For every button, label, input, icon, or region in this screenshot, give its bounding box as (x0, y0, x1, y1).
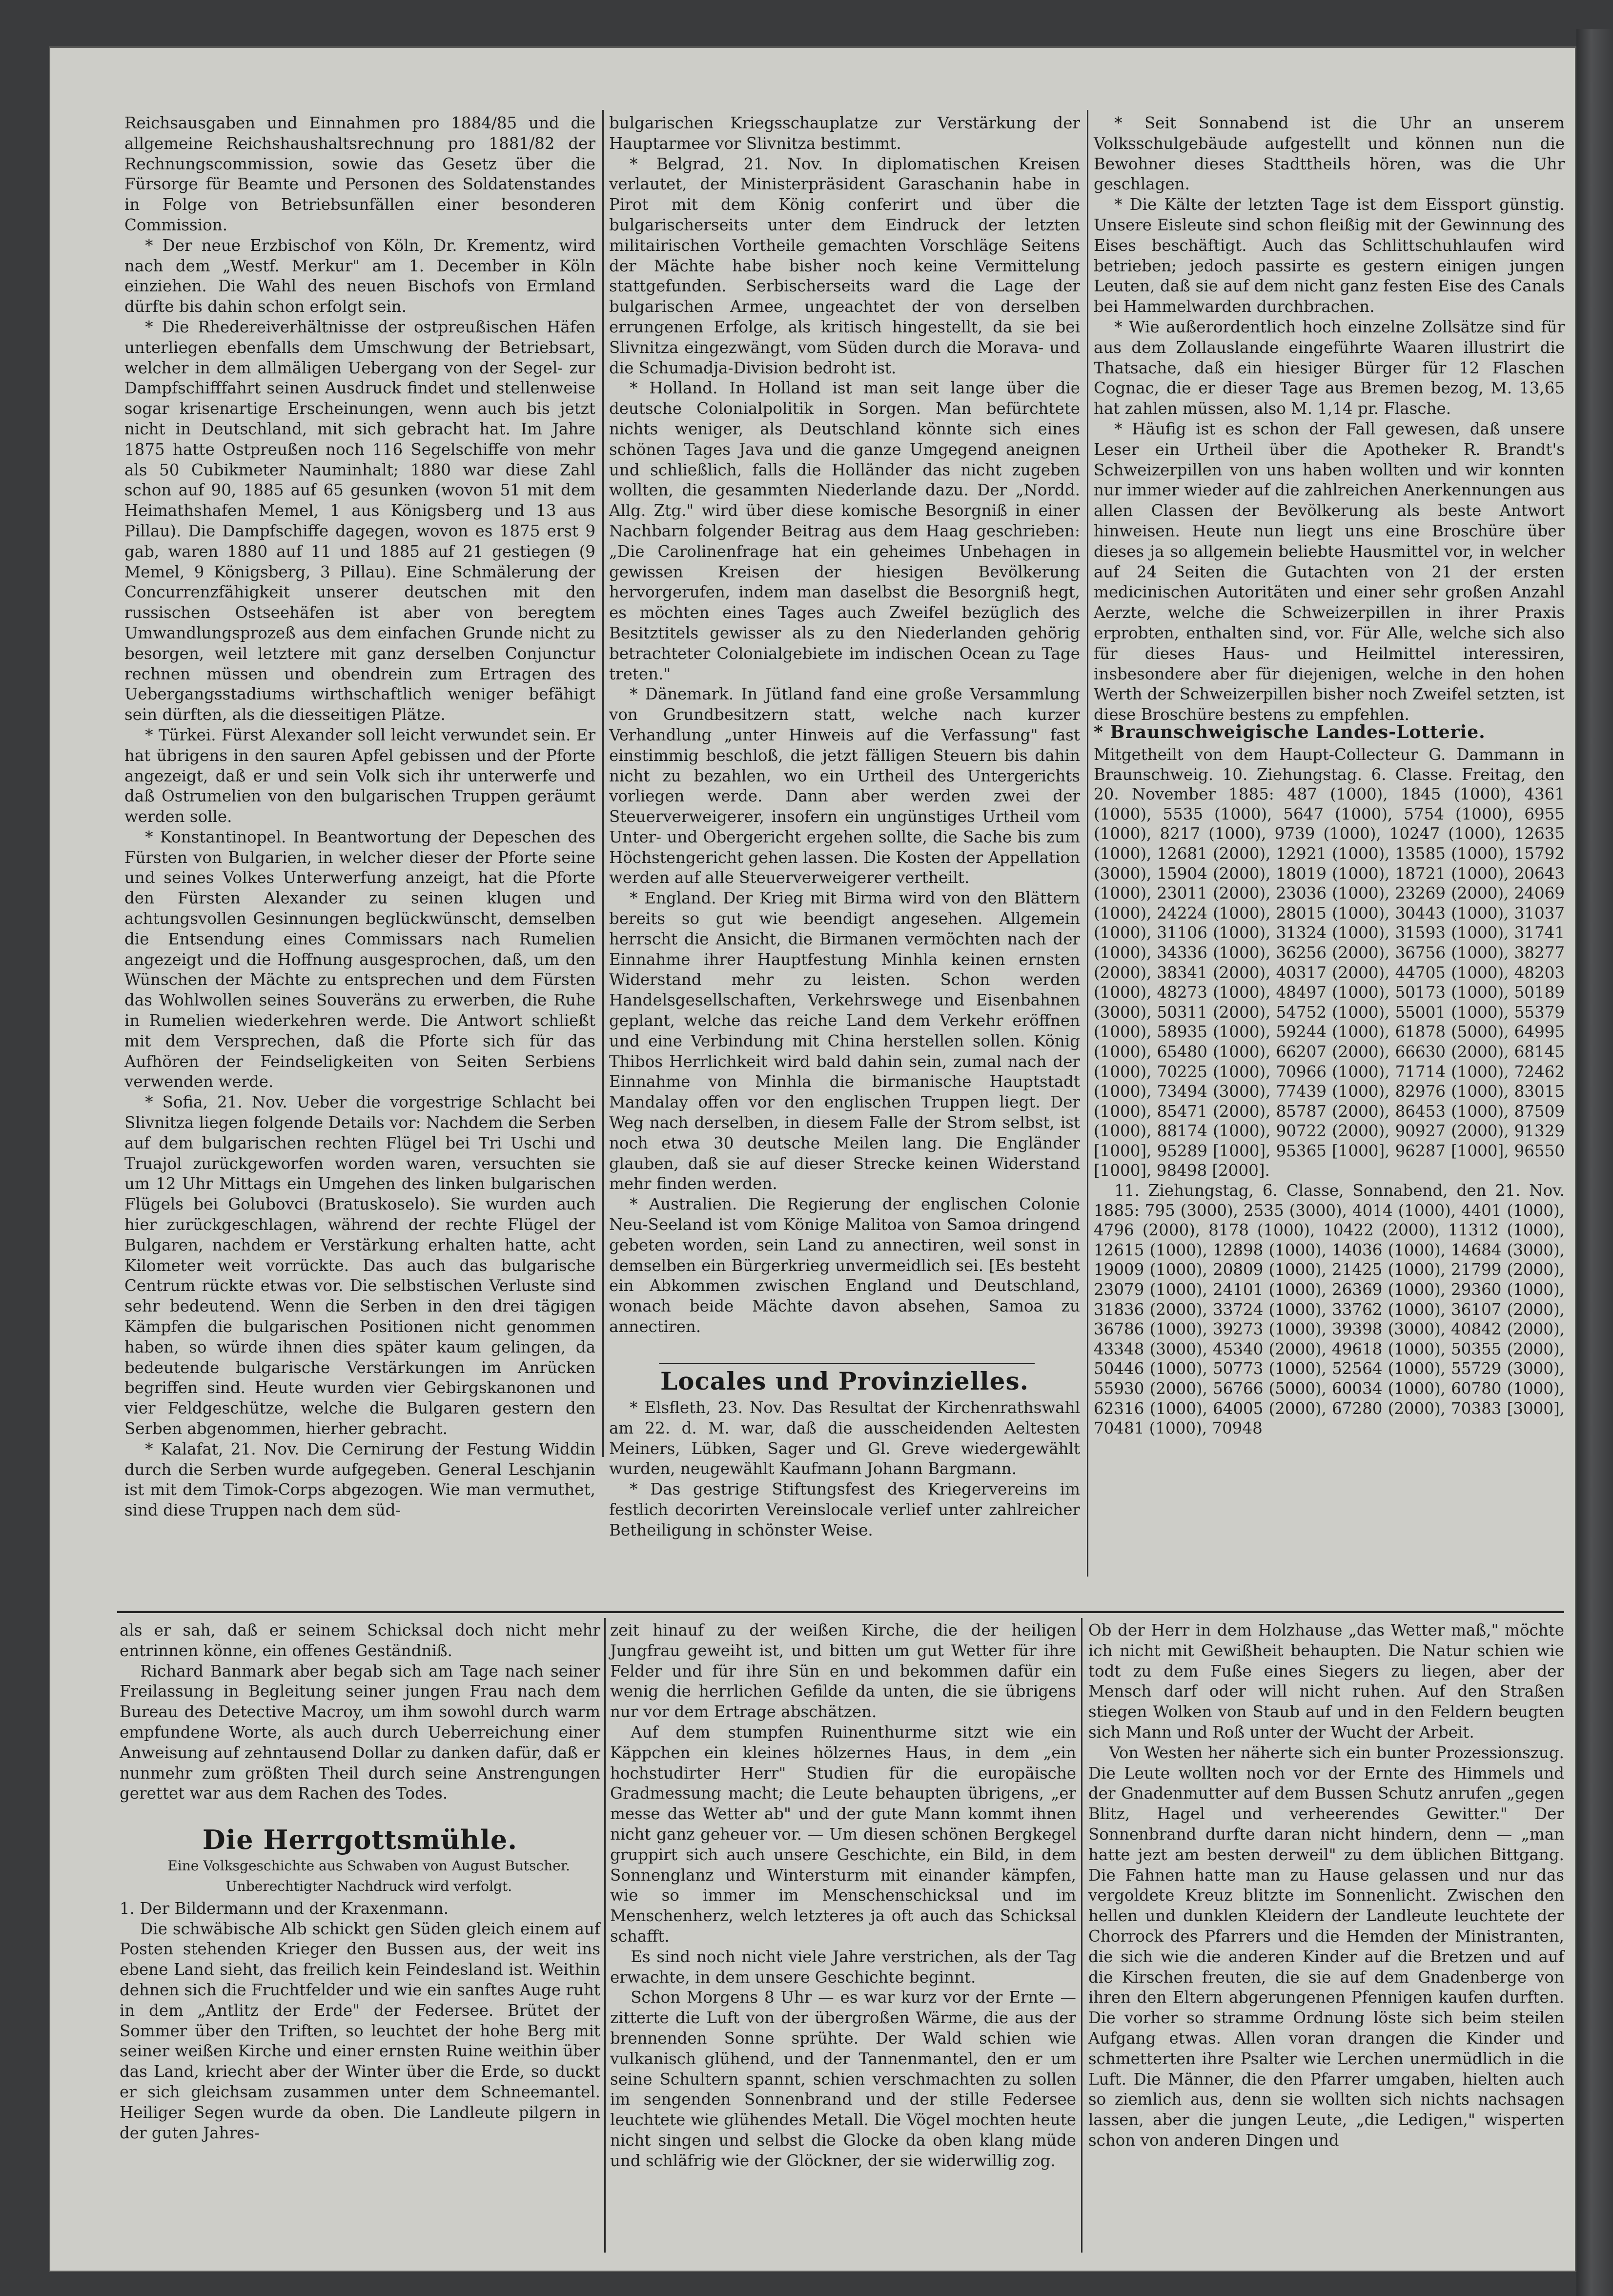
lottery-heading: * Braunschweigische Landes-Lotterie. (1094, 722, 1486, 742)
article-paragraph: * Der neue Erzbischof von Köln, Dr. Krementz, wird nach dem „Westf. Merkur" am 1. December in Köln einziehen. Die Wahl des neuen Bischofs von Ermland dürfte bis dahin schon erfolgt sein. (124, 236, 595, 316)
top-column-3 (1094, 113, 1565, 724)
column-divider (604, 1618, 606, 2253)
column-divider (1087, 110, 1088, 1577)
story-paragraph: Schon Morgens 8 Uhr — es war kurz vor der Ernte — zitterte die Luft von der übergroßen Wärme, die aus der brennenden Sonne sprühte. Der Wald schien wie vulkanisch glühend, und der Tannenmantel, den er um seine Schultern spannt, schien verschmachten zu sollen im sengenden Sonnenbrand und der stille Federsee leuchtete wie glühendes Metall. Die Vögel mochten heute nicht singen und selbst die Glocke da oben klang müde und schläfrig wie der Glöckner, der sie widerwillig zog. (610, 1988, 1076, 2170)
story-paragraph: Richard Banmark aber begab sich am Tage nach seiner Freilassung in Begleitung seiner jungen Frau nach dem Bureau des Detective Macroy, um ihm sowohl durch warm empfundene Worte, als auch durch Ueberreichung einer Anweisung auf zehntausend Dollar zu danken dafür, daß er nunmehr zum größten Theil durch seine Anstrengungen gerettet war aus dem Rachen des Todes. (120, 1661, 600, 1803)
article-paragraph: * Die Rhedereiverhältnisse der ostpreußischen Häfen unterliegen ebenfalls dem Umschwung der Betriebsart, welcher in dem allmäligen Uebergang von der Segel- zur Dampfschifffahrt seinen Ausdruck findet und stellenweise sogar krisenartige Erscheinungen, wenn auch bis jetzt nicht in Deutschland, mit sich gebracht hat. Im Jahre 1875 hatte Ostpreußen noch 116 Segelschiffe von mehr als 50 Cubikmeter Nauminhalt; 1880 war diese Zahl schon auf 90, 1885 auf 65 gesunken (wovon 51 mit dem Heimathshafen Memel, 1 aus Königsberg und 13 aus Pillau). Die Dampfschiffe dagegen, wovon es 1875 erst 9 gab, waren 1880 auf 11 und 1885 auf 21 gestiegen (9 Memel, 9 Königsberg, 3 Pillau). Eine Schmälerung der Concurrenzfähigkeit unserer deutschen mit den russischen Ostseehäfen ist aber von beregtem Umwandlungsprozeß aus dem einfachen Grunde nicht zu besorgen, weil letztere mit ganz derselben Conjunctur rechnen müssen und obendrein zum Ertragen des Uebergangsstadiums wirthschaftlich weniger befähigt sein dürften, als die diesseitigen Plätze. (124, 317, 595, 724)
article-paragraph: * Türkei. Fürst Alexander soll leicht verwundet sein. Er hat übrigens in den sauren Apfel gebissen und der Pforte angezeigt, daß er und sein Volk sich ihr unterwerfe und daß Ostrumelien von den bulgarischen Truppen geräumt werden solle. (124, 725, 595, 826)
lottery-draw-11: 11. Ziehungstag, 6. Classe, Sonnabend, den 21. Nov. 1885: 795 (3000), 2535 (3000), 4014 (1000), 4401 (1000), 4796 (2000), 8178 (1000), 10422 (2000), 11312 (1000), 12615 (1000), 12898 (1000), 14036 (1000), 14684 (3000), 19009 (1000), 20809 (1000), 21425 (1000), 21799 (2000), 23079 (1000), 24101 (1000), 26369 (1000), 29360 (1000), 31836 (2000), 33724 (1000), 33762 (1000), 36107 (2000), 36786 (1000), 39273 (1000), 39398 (3000), 40842 (2000), 43348 (3000), 45340 (2000), 49618 (1000), 50355 (2000), 50446 (1000), 50773 (1000), 52564 (1000), 55729 (3000), 55930 (2000), 56766 (5000), 60034 (1000), 60780 (1000), 62316 (1000), 64005 (2000), 67280 (2000), 70383 [3000], 70481 (1000), 70948 (1094, 1181, 1565, 1438)
feuilleton-separator (117, 1611, 1564, 1613)
article-paragraph: bulgarischen Kriegsschauplatze zur Verstärkung der Hauptarmee vor Slivnitza bestimmt. (609, 114, 1080, 153)
article-paragraph: * Elsfleth, 23. Nov. Das Resultat der Kirchenrathswahl am 22. d. M. war, daß die ausscheidenden Aeltesten Meiners, Lübken, Sager und Gl. Greve wiedergewählt wurden, neugewählt Kaufmann Johann Bargmann. (609, 1398, 1080, 1478)
article-paragraph: * Sofia, 21. Nov. Ueber die vorgestrige Schlacht bei Slivnitza liegen folgende Details vor: Nachdem die Serben auf dem bulgarischen rechten Flügel bei Tri Uschi und Truajol zurückgeworfen worden waren, versuchten sie um 12 Uhr Mittags ein Umgehen des linken bulgarischen Flügels bei Golubovci (Bratuskoselo). Sie wurden auch hier zurückgeschlagen, während der rechte Flügel der Bulgaren, nachdem er Verstärkung erhalten hatte, acht Kilometer weit vorrückte. Das auch das bulgarische Centrum rückte etwas vor. Die selbstischen Verluste sind sehr bedeutend. Wenn die Serben in den drei tägigen Kämpfen die bulgarischen Positionen nicht genommen haben, so würde ihnen dies später kaum gelingen, da bedeutende bulgarische Verstärkungen im Anrücken begriffen sind. Heute wurden vier Gebirgskanonen und vier Feldgeschütze, welche die Bulgaren gestern den Serben abgenommen, hierher gebracht. (124, 1093, 595, 1438)
story-paragraph: Von Westen her näherte sich ein bunter Prozessionszug. Die Leute wollten noch vor der Ernte des Himmels und der Gnadenmutter auf dem Bussen Schutz anrufen „gegen Blitz, Hagel und verheerendes Gewitter." Der Sonnenbrand durfte daran nicht hindern, denn — „man hatte jezt am besten derweil" zu dem üblichen Bittgang. Die Fahnen hatte man zu Hause gelassen und nur das vergoldete Kreuz blitzte im Sonnenlicht. Zwischen den hellen und dunklen Kleidern der Landleute leuchtete der Chorrock des Pfarrers und die Hemden der Ministranten, die sich wie die anderen Kinder auf die Bretzen und auf die Kirschen freuten, die sie auf dem Gnadenberge von ihren den Eltern abgerungenen Pfennigen kaufen durften. Die vorher so stramme Ordnung löste sich beim steilen Aufgang etwas. Allen voran drangen die Kinder und schmetterten ihre Psalter wie Lerchen unermüdlich in die Luft. Die Männer, die den Pfarrer umgaben, hielten auch so ziemlich aus, denn sie wollten sich nichts nachsagen lassen, aber die jungen Leute, „die Ledigen," wisperten schon von anderen Dingen und (1088, 1743, 1564, 2150)
article-paragraph: * Belgrad, 21. Nov. In diplomatischen Kreisen verlautet, der Ministerpräsident Garaschanin habe in Pirot mit dem König conferirt und über die bulgarischerseits unter dem Eindruck der letzten militairischen Vortheile gemachten Vorschläge Seitens der Mächte habe bisher noch keine Vermittelung stattgefunden. Serbischerseits ward die Lage der bulgarischen Armee, ungeachtet der von derselben errungenen Erfolge, als kritisch hingestellt, da sie bei Slivnitza eingezwängt, vom Süden durch die Morava- und die Schumadja-Division bedroht ist. (609, 154, 1080, 377)
article-paragraph: * Dänemark. In Jütland fand eine große Versammlung von Grundbesitzern statt, welche nach kurzer Verhandlung „unter Hinweis auf die Verfassung" fast einstimmig beschloß, die jetzt fälligen Steuern bis dahin nicht zu bezahlen, wo ein Urtheil des Untergerichts vorliegen werde. Dann aber werden zwei der Steuerverweigerer, insofern ein ungünstiges Urtheil vom Unter- und Obergericht ergehen sollte, die Sache bis zum Höchstengericht gehen lassen. Die Kosten der Appellation werden auf alle Steuerverweigerer vertheilt. (609, 685, 1080, 887)
story-paragraph: Die schwäbische Alb schickt gen Süden gleich einem auf Posten stehenden Krieger den Bussen aus, der weit ins ebene Land sieht, das freilich kein Feindesland ist. Weithin dehnen sich die Fruchtfelder und wie ein sanftes Auge ruht in dem „Antlitz der Erde" der Federsee. Brütet der Sommer über den Triften, so leuchtet der hohe Berg mit seiner weißen Kirche und einer ernsten Ruine weithin über das Land, kriecht aber der Winter über die Erde, so duckt er sich gleichsam zusammen unter dem Schneemantel. Heiliger Segen wurde da oben. Die Landleute pilgern in der guten Jahres- (120, 1919, 600, 2142)
bottom-column-1 (120, 1620, 600, 2255)
lottery-results (1094, 745, 1565, 1609)
top-column-1 (124, 113, 595, 1520)
story-paragraph: Es sind noch nicht viele Jahre verstrichen, als der Tag erwachte, in dem unsere Geschichte beginnt. (610, 1947, 1076, 1987)
article-paragraph: * Australien. Die Regierung der englischen Colonie Neu-Seeland ist vom Könige Malitoa von Samoa dringend gebeten worden, sein Land zu annectiren, weil sonst in demselben ein Bürgerkrieg unvermeidlich sei. [Es besteht ein Abkommen zwischen England und Deutschland, wonach beide Mächte davon absehen, Samoa zu annectiren. (609, 1195, 1080, 1336)
story-title: Die Herrgottsmühle. (202, 1824, 518, 1856)
column-divider (602, 110, 604, 1457)
book-spine (1576, 29, 1613, 2296)
story-paragraph: Auf dem stumpfen Ruinenthurme sitzt wie ein Käppchen ein kleines hölzernes Haus, in dem „ein hochstudirter Herr" Studien für die europäische Gradmessung macht; die Leute behaupten übrigens, „er messe das Wetter ab" und der gute Mann kommt ihnen nicht ganz geheuer vor. — Um diesen schönen Bergkegel gruppirt sich auch unsere Geschichte, ein Bild, in dem Sonnenglanz und Wintersturm mit einander kämpfen, wie so immer im Menschenschicksal und im Menschenherz, welch letzteres ja oft auch das Schicksal schafft. (610, 1722, 1076, 1946)
bottom-column-2 (610, 1620, 1076, 2255)
article-paragraph: Reichsausgaben und Einnahmen pro 1884/85 und die allgemeine Reichshaushaltsrechnung pro 1881/82 der Rechnungscommission, sowie das Gesetz über die Fürsorge für Beamte und Personen des Soldatenstandes in Folge von Betriebsunfällen einer besonderen Commission. (124, 114, 595, 234)
section-rule (659, 1363, 1035, 1364)
article-paragraph: * Holland. In Holland ist man seit lange über die deutsche Colonialpolitik in Sorgen. Man befürchtete nichts weniger, als Deutschland könnte sich eines schönen Tages Java und die ganze Umgegend aneignen und schließlich, falls die Holländer das nicht zugeben wollten, die gesammten Niederlande dazu. Der „Nordd. Allg. Ztg." wird über diese komische Besorgniß in einer Nachbarn folgender Beitrag aus dem Haag geschrieben: „Die Carolinenfrage hat ein geheimes Unbehagen in gewissen Kreisen der hiesigen Bevölkerung hervorgerufen, indem man daselbst die Besorgniß hegt, es möchten eines Tages auch Zweifel bezüglich des Besitztitels gewisser als zu den Niederlanden gehörig betrachteter Colonialgebiete im indischen Ocean zu Tage treten." (609, 379, 1080, 683)
article-paragraph: * Konstantinopel. In Beantwortung der Depeschen des Fürsten von Bulgarien, in welcher dieser der Pforte seine und seines Volkes Unterwerfung anzeigt, hat die Pforte den Fürsten Alexander zu seinen klugen und achtungsvollen Gesinnungen beglückwünscht, demselben die Entsendung eines Commissars nach Rumelien angezeigt und die Hoffnung ausgesprochen, daß, um den Wünschen der Mächte zu entsprechen und dem Fürsten das Wohlwollen seines Souveräns zu erwerben, die Ruhe in Rumelien wiederkehren werde. Die Antwort schließt mit dem Versprechen, daß die Pforte sich für das Aufhören der Feindseligkeiten von Seiten Serbiens verwenden werde. (124, 827, 595, 1091)
reprint-note: Unberechtigter Nachdruck wird verfolgt. (225, 1878, 512, 1894)
article-paragraph: * England. Der Krieg mit Birma wird von den Blättern bereits so gut wie beendigt angesehen. Allgemein herrscht die Ansicht, die Birmanen vermöchten nach der Einnahme ihrer Hauptfestung Minhla keinen ernsten Widerstand mehr zu leisten. Schon werden Handelsgesellschaften, Verkehrswege und Eisenbahnen geplant, welche das reiche Land dem Verkehr eröffnen und eine Verbindung mit China herstellen sollen. König Thibos Herrlichkeit wird bald dahin sein, zumal nach der Einnahme von Minhla die birmanische Hauptstadt Mandalay offen vor den englischen Truppen liegt. Der Weg nach derselben, in diesem Falle der Strom selbst, ist noch etwa 30 deutsche Meilen lang. Die Engländer glauben, daß sie auf dieser Strecke keinen Widerstand mehr finden werden. (609, 889, 1080, 1193)
article-paragraph: * Wie außerordentlich hoch einzelne Zollsätze sind für aus dem Zollauslande eingeführte Waaren illustrirt die Thatsache, daß ein hiesiger Bürger für 12 Flaschen Cognac, die er dieser Tage aus Bremen bezog, M. 13,65 hat zahlen müssen, also M. 1,14 pr. Flasche. (1094, 317, 1565, 418)
article-paragraph: * Kalafat, 21. Nov. Die Cernirung der Festung Widdin durch die Serben wurde aufgegeben. General Leschjanin ist mit dem Timok-Corps abgezogen. Wie man vermuthet, sind diese Truppen nach dem süd- (124, 1439, 595, 1520)
lottery-draw-10: Mitgetheilt von dem Haupt-Collecteur G. Dammann in Braunschweig. 10. Ziehungstag. 6. Classe. Freitag, den 20. November 1885: 487 (1000), 1845 (1000), 4361 (1000), 5535 (1000), 5647 (1000), 5754 (1000), 6955 (1000), 8217 (1000), 9739 (1000), 10247 (1000), 12635 (1000), 12681 (2000), 12921 (1000), 13585 (1000), 15792 (3000), 15904 (2000), 18019 (1000), 18721 (1000), 20643 (1000), 23011 (2000), 23036 (1000), 23269 (2000), 24069 (1000), 24224 (1000), 28015 (1000), 30443 (1000), 31037 (1000), 31106 (1000), 31324 (1000), 31593 (1000), 31741 (1000), 34336 (1000), 36256 (2000), 36756 (1000), 38277 (2000), 38341 (2000), 40317 (2000), 44705 (1000), 48203 (1000), 48273 (1000), 48497 (1000), 50173 (1000), 50189 (3000), 50311 (2000), 54752 (1000), 55001 (1000), 55379 (1000), 58935 (1000), 59244 (1000), 61878 (5000), 64995 (1000), 65480 (1000), 66207 (2000), 66630 (2000), 68145 (1000), 70225 (1000), 70966 (1000), 71714 (1000), 72462 (1000), 73494 (3000), 77439 (1000), 82976 (1000), 83015 (1000), 85471 (2000), 85787 (2000), 86453 (1000), 87509 (1000), 88174 (1000), 90722 (2000), 90927 (2000), 91329 [1000], 95289 [1000], 95365 [1000], 96287 [1000], 96550 [1000], 98498 [2000]. (1094, 745, 1565, 1180)
article-paragraph: * Das gestrige Stiftungsfest des Kriegervereins im festlich decorirten Vereinslocale verlief unter zahlreicher Betheiligung in schönster Weise. (609, 1480, 1080, 1539)
chapter-title: 1. Der Bildermann und der Kraxenmann. (120, 1899, 449, 1918)
top-column-2 (609, 113, 1080, 1336)
story-paragraph: Ob der Herr in dem Holzhause „das Wetter maß," möchte ich nicht mit Gewißheit behaupten. Die Natur schien wie todt zu dem Fuße eines Siegers zu liegen, aber der Mensch darf oder will nicht ruhen. Auf den Straßen stiegen Wolken von Staub auf und in den Feldern beugten sich Mann und Roß unter der Wucht der Arbeit. (1088, 1621, 1564, 1742)
column-divider (1081, 1618, 1082, 2253)
story-paragraph: als er sah, daß er seinem Schicksal doch nicht mehr entrinnen könne, ein offenes Geständniß. (120, 1621, 600, 1660)
article-paragraph: * Die Kälte der letzten Tage ist dem Eissport günstig. Unsere Eisleute sind schon fleißig mit der Gewinnung des Eises beschäftigt. Auch das Schlittschuhlaufen wird betrieben; jedoch passirte es gestern einigen jungen Leuten, daß sie auf dem nicht ganz festen Eise des Canals bei Hammelwarden durchbrachen. (1094, 195, 1565, 316)
top-column-2b (609, 1398, 1080, 1564)
bottom-column-3 (1088, 1620, 1564, 2255)
article-paragraph: * Seit Sonnabend ist die Uhr an unserem Volksschulgebäude aufgestellt und können nun die Bewohner dieses Stadttheils hören, was die Uhr geschlagen. (1094, 114, 1565, 194)
locales-heading: Locales und Provinzielles. (660, 1367, 1029, 1395)
story-title-spacer (120, 1804, 600, 1824)
story-subtitle: Eine Volksgeschichte aus Schwaben von August Butscher. (167, 1858, 571, 1874)
story-paragraph: zeit hinauf zu der weißen Kirche, die der heiligen Jungfrau geweiht ist, und bitten um gut Wetter für ihre Felder und für ihre Sün en und bekommen dafür ein wenig die herrlichen Gefilde da unten, die sie übrigens nur vor dem Ertrage abschätzen. (610, 1621, 1076, 1722)
article-paragraph: * Häufig ist es schon der Fall gewesen, daß unsere Leser ein Urtheil über die Apotheker R. Brandt's Schweizerpillen von uns haben wollten und wir konnten nur immer wieder auf die zahlreichen Anerkennungen aus allen Classen der Bevölkerung als beste Antwort hinweisen. Heute nun liegt uns eine Broschüre über dieses ja so allgemein beliebte Hausmittel vor, in welcher auf 24 Seiten die Gutachten von 21 der ersten medicinischen Autoritäten und einer sehr großen Anzahl Aerzte, welche die Schweizerpillen in ihrer Praxis erprobten, enthalten sind, vor. Für Alle, welche sich also für dieses Haus- und Heilmittel interessiren, insbesondere aber für diejenigen, welche in den hohen Werth der Schweizerpillen bisher noch Zweifel setzten, ist diese Broschüre bestens zu empfehlen. (1094, 419, 1565, 724)
